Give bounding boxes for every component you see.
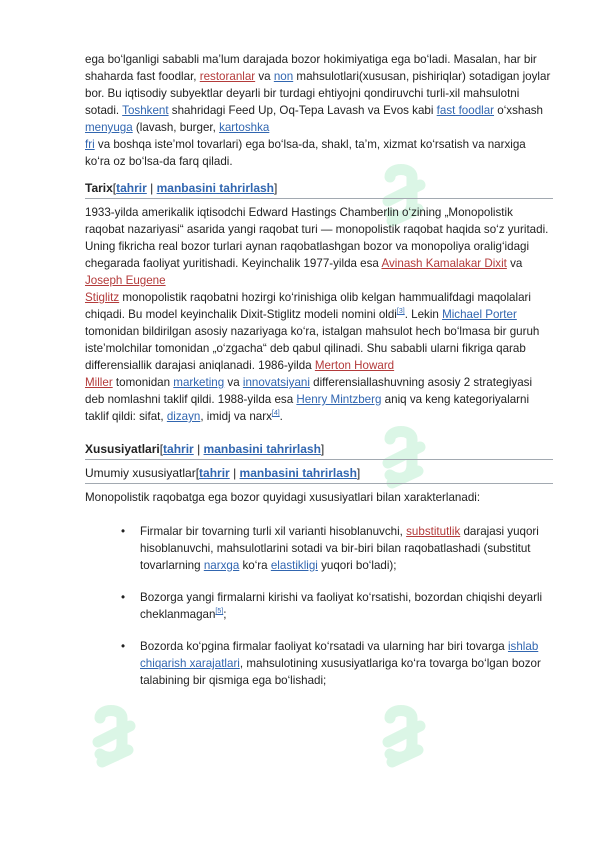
- text: o‘xshash: [494, 104, 544, 117]
- history-paragraph: [85, 204, 553, 425]
- text: , imidj va narx: [200, 410, 272, 423]
- link-narxga[interactable]: narxga: [203, 559, 240, 572]
- text: . Lekin: [404, 308, 443, 321]
- list-item: [140, 638, 553, 689]
- link-henry-mintzberg[interactable]: Henry Mintzberg: [296, 393, 382, 406]
- separator: |: [146, 181, 157, 195]
- link-michael-porter[interactable]: Michael Porter: [442, 308, 517, 321]
- link-ishlab-chiqarish-xarajatlari[interactable]: ishlab chiqarish xarajatlari: [140, 640, 539, 670]
- text: shahridagi Feed Up, Oq-Tepa Lavash va Evos kabi: [168, 104, 437, 117]
- text: tomonidan bildirilgan asosiy nazariyaga ko‘ra, istalgan mahsulot hech bo‘lmasa bir guruh iste’molchilar tomonidan „o‘zgacha“ deb qabul qilinadi. Shu sababli ularni fikriga qarab differensiallik darajasi aniqlanadi. 1986-yilda: [85, 325, 540, 372]
- bracket: [: [112, 181, 117, 195]
- text: aniq va keng kategoriyalarni taklif qildi: sifat,: [85, 393, 530, 423]
- link-kartoshka-fri[interactable]: kartoshka: [219, 121, 270, 134]
- edit-source-link[interactable]: manbasini tahrirlash: [156, 181, 274, 195]
- section-heading-xususiyatlari: [85, 441, 553, 460]
- text: va: [224, 376, 243, 389]
- watermark-logo-icon: [82, 704, 142, 782]
- text: Firmalar bir tovarning turli xil varianti hisoblanuvchi,: [140, 525, 407, 538]
- subsection-heading-umumiy: [85, 465, 553, 484]
- list-item: [140, 523, 553, 574]
- text: va: [506, 257, 523, 270]
- reference-link[interactable]: [5]: [215, 608, 224, 616]
- text: tomonidan: [112, 376, 174, 389]
- text: mahsulotlari(xususan, pishiriqlar) sotadigan joylar bor. Bu iqtisodiy subyektlar deyarli bir turdagi ehtiyojni qondiruvchi turli-xil mahsulotni sotadi.: [85, 70, 551, 117]
- bracket: [: [159, 442, 164, 456]
- bracket: ]: [274, 181, 278, 195]
- text: Bozorda ko‘pgina firmalar faoliyat ko‘rsatadi va ularning har biri tovarga: [140, 640, 508, 653]
- link-substitutlik[interactable]: substitutlik: [406, 525, 461, 538]
- text: .: [279, 410, 283, 423]
- link-merton-miller[interactable]: Merton Howard: [314, 359, 395, 372]
- link-dizayn[interactable]: dizayn: [166, 410, 201, 423]
- edit-source-link[interactable]: manbasini tahrirlash: [203, 442, 321, 456]
- text: darajasi yuqori hisoblanuvchi, mahsulotlarini sotadi va bir-biri bilan raqobatlashadi (substitut tovarlarning: [140, 525, 539, 572]
- link-elastikligi[interactable]: elastikligi: [270, 559, 318, 572]
- text: , mahsulotining xususiyatlariga ko‘ra tovarga bo‘lgan bozor talabining bir qismiga ega bo‘lishadi;: [140, 657, 541, 687]
- link-joseph-stiglitz[interactable]: Joseph Eugene: [85, 274, 166, 287]
- reference-link[interactable]: [4]: [271, 410, 280, 418]
- link-toshkent[interactable]: Toshkent: [122, 104, 169, 117]
- edit-source-link[interactable]: manbasini tahrirlash: [239, 466, 357, 480]
- edit-link[interactable]: tahrir: [199, 466, 230, 480]
- features-list: [85, 523, 553, 689]
- text: differensiallashuvning asosiy 2 strategiyasi deb nomlashni taklif qildi. 1988-yilda esa: [85, 376, 533, 406]
- list-item: [140, 589, 553, 623]
- features-intro-paragraph: Monopolistik raqobatga ega bozor quyidagi xususiyatlari bilan xarakterlanadi:: [85, 491, 481, 504]
- separator: |: [193, 442, 204, 456]
- text: ko‘ra: [239, 559, 271, 572]
- text: yuqori bo‘ladi);: [317, 559, 397, 572]
- link-innovatsiyani[interactable]: innovatsiyani: [242, 376, 310, 389]
- link-joseph-stiglitz[interactable]: Stiglitz: [85, 291, 120, 304]
- bracket: [: [195, 466, 200, 480]
- link-merton-miller[interactable]: Miller: [85, 376, 113, 389]
- edit-link[interactable]: tahrir: [116, 181, 147, 195]
- link-avinash-dixit[interactable]: Avinash Kamalakar Dixit: [381, 257, 507, 270]
- text: va boshqa iste’mol tovarlari) ega bo‘lsa-da, shakl, ta’m, xizmat ko‘rsatish va narxiga ko‘ra oz bo‘lsa-da farq qiladi.: [85, 138, 526, 168]
- separator: |: [229, 466, 240, 480]
- text: (lavash, burger,: [132, 121, 220, 134]
- text: ;: [223, 608, 227, 621]
- link-menyuga[interactable]: menyuga: [85, 121, 133, 134]
- text: monopolistik raqobatni hozirgi ko‘rinishiga olib kelgan hammualifdagi maqolalari chiqadi. Bu model keyinchalik Dixit-Stiglitz modeli nomini oldi: [85, 291, 531, 321]
- reference-link[interactable]: [3]: [396, 308, 405, 316]
- text: ega bo‘lganligi sababli ma’lum darajada bozor hokimiyatiga ega bo‘ladi. Masalan, har bir shaharda fast foodlar,: [85, 53, 537, 83]
- article-body: [85, 51, 553, 704]
- section-title: Xususiyatlari: [85, 442, 160, 456]
- bracket: ]: [320, 442, 325, 456]
- link-fast-foodlar[interactable]: fast foodlar: [436, 104, 495, 117]
- intro-paragraph: [85, 51, 553, 170]
- bracket: ]: [356, 466, 361, 480]
- link-restoranlar[interactable]: restoranlar: [199, 70, 256, 83]
- edit-link[interactable]: tahrir: [163, 442, 194, 456]
- link-kartoshka-fri[interactable]: fri: [85, 138, 95, 151]
- link-marketing[interactable]: marketing: [173, 376, 225, 389]
- section-title: Tarix: [85, 181, 113, 195]
- subsection-title: Umumiy xususiyatlar: [85, 466, 196, 480]
- text: va: [255, 70, 274, 83]
- watermark-logo-icon: [372, 704, 432, 782]
- text: 1933-yilda amerikalik iqtisodchi Edward Hastings Chamberlin o‘zining „Monopolistik raqobat nazariyasi“ asarida yangi raqobat turi — monopolistik raqobat haqida so‘z yuritadi. Uning fikricha real bozor turlari aynan raqobatlashgan bozor va monopoliya oralig‘idagi chegarada faoliyat yuritishadi. Keyinchalik 1977-yilda esa: [85, 206, 549, 270]
- text: Bozorga yangi firmalarni kirishi va faoliyat ko‘rsatishi, bozordan chiqishi deyarli cheklanmagan: [140, 591, 543, 621]
- section-heading-tarix: [85, 180, 553, 199]
- link-non[interactable]: non: [273, 70, 294, 83]
